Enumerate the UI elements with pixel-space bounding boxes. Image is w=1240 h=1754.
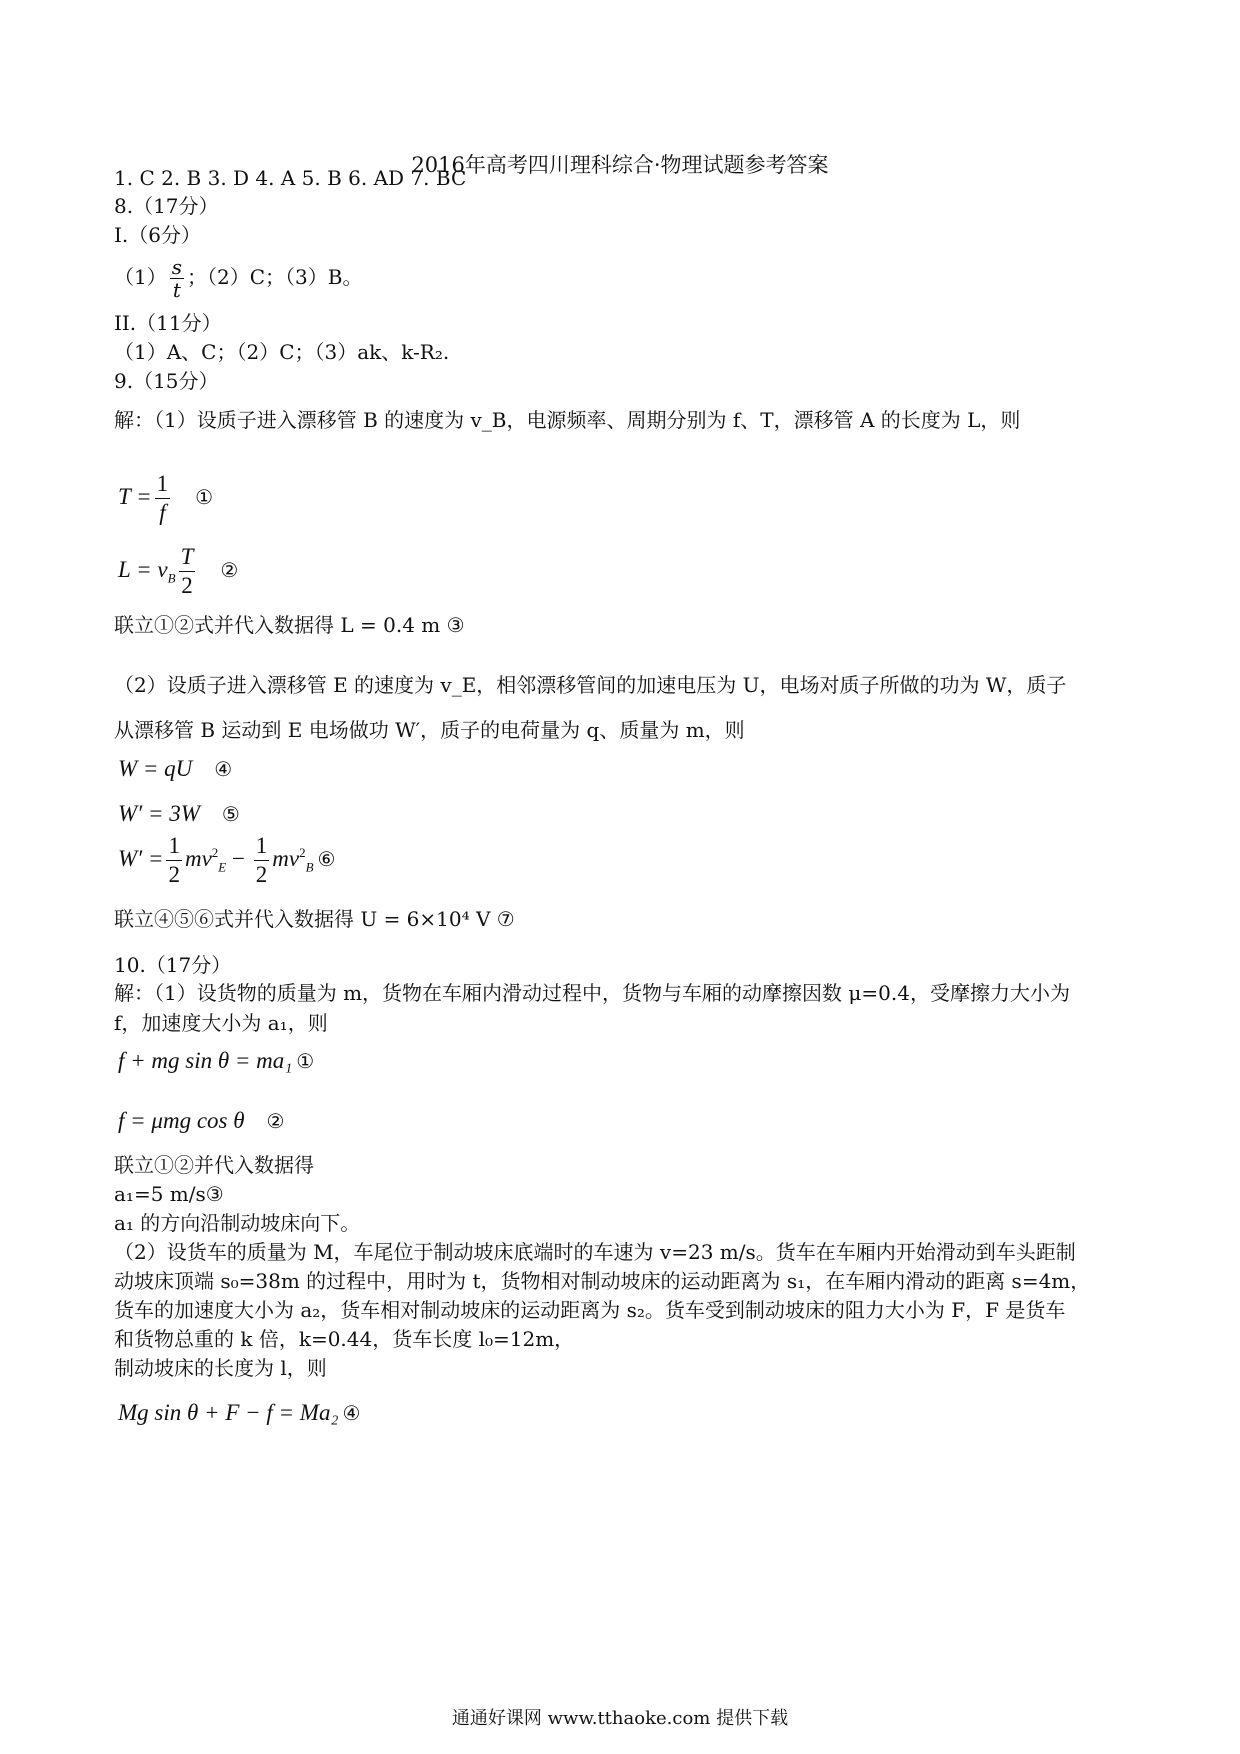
q8-part1-answer bbox=[114, 256, 362, 301]
q9-eq5-mark: ⑤ bbox=[221, 802, 240, 826]
q10-part2-line2: 动坡床顶端 s₀=38m 的过程中，用时为 t，货物相对制动坡床的运动距离为 s₁，在车厢内滑动的距离 s=4m， bbox=[114, 1269, 1091, 1293]
q10-combine: 联立①②并代入数据得 bbox=[114, 1153, 314, 1177]
q9-eq4 bbox=[118, 756, 232, 782]
q8-fraction-den: t bbox=[172, 278, 181, 302]
q10-part2-line5: 制动坡床的长度为 l，则 bbox=[114, 1356, 327, 1380]
q10-eq2 bbox=[118, 1108, 284, 1134]
q10-header: 10.（17分） bbox=[114, 953, 232, 977]
q9-eq2-sub: B bbox=[167, 570, 176, 586]
q10-eq4-mark: ④ bbox=[342, 1401, 361, 1425]
q9-eq1-den: f bbox=[159, 500, 166, 525]
q10-part2-line3: 货车的加速度大小为 a₂，货车相对制动坡床的运动距离为 s₂。货车受到制动坡床的阻力大小为 F，F 是货车 bbox=[114, 1298, 1066, 1322]
q9-eq1 bbox=[118, 470, 213, 527]
q9-eq5 bbox=[118, 801, 240, 827]
q10-part2-line1: （2）设货车的质量为 M，车尾位于制动坡床底端时的车速为 v=23 m/s。货车在车厢内开始滑动到车头距制 bbox=[114, 1240, 1076, 1264]
q9-eq4-mark: ④ bbox=[214, 757, 233, 781]
q8-part2-answer: （1）A、C；（2）C；（3）ak、k-R₂. bbox=[114, 340, 450, 364]
q10-eq4-text: Mg sin θ + F − f = Ma₂ bbox=[118, 1400, 339, 1425]
q9-eq6-frac1-den: 2 bbox=[168, 862, 180, 887]
page-title: 2016年高考四川理科综合·物理试题参考答案 bbox=[411, 153, 829, 177]
q9-eq1-num: 1 bbox=[155, 470, 171, 499]
q8-fraction-num: s bbox=[171, 255, 182, 279]
q10-a1-direction: a₁ 的方向沿制动坡床向下。 bbox=[114, 1211, 361, 1235]
q9-header: 9.（15分） bbox=[114, 369, 219, 393]
q9-eq6: W′ = $\frac{1}{2}$ $mv^2_E$ − $\frac{1}{2}$ $mv^2_B$ ⑥ bbox=[118, 833, 336, 887]
q8-part1-prefix: （1） bbox=[114, 265, 167, 289]
q10-intro2: f，加速度大小为 a₁，则 bbox=[114, 1011, 328, 1035]
q9-eq6-mark: ⑥ bbox=[317, 846, 336, 871]
q9-eq6-lhs: W′ = bbox=[118, 845, 164, 871]
footer-credit: 通通好课网 www.tthaoke.com 提供下载 bbox=[451, 1708, 789, 1729]
q10-eq1 bbox=[118, 1048, 314, 1074]
q9-part2-line1: （2）设质子进入漂移管 E 的速度为 v_E，相邻漂移管间的加速电压为 U，电场对质子所做的功为 W，质子 bbox=[114, 673, 1067, 697]
q9-eq2 bbox=[118, 543, 238, 600]
q9-intro: 解：（1）设质子进入漂移管 B 的速度为 v_B，电源频率、周期分别为 f、T，漂移管 A 的长度为 L，则 bbox=[114, 408, 1021, 432]
q8-part1-header: I.（6分） bbox=[114, 223, 201, 247]
q9-eq1-fraction bbox=[155, 470, 171, 527]
q8-part1-suffix: ；（2）C；（3）B。 bbox=[187, 265, 363, 289]
q9-part2-line2: 从漂移管 B 运动到 E 电场做功 W′，质子的电荷量为 q、质量为 m，则 bbox=[114, 718, 745, 742]
q10-eq1-text: f + mg sin θ = ma₁ bbox=[118, 1048, 293, 1073]
choice-answers: 1. C 2. B 3. D 4. A 5. B 6. AD 7. BC bbox=[114, 166, 467, 190]
q10-eq2-mark: ② bbox=[266, 1109, 285, 1133]
q8-header: 8.（17分） bbox=[114, 194, 219, 218]
q9-result2: 联立④⑤⑥式并代入数据得 U = 6×10⁴ V ⑦ bbox=[114, 907, 515, 931]
q10-part2-line4: 和货物总重的 k 倍，k=0.44，货车长度 l₀=12m， bbox=[114, 1327, 575, 1351]
q9-eq2-mark: ② bbox=[220, 557, 239, 582]
q8-part2-header: II.（11分） bbox=[114, 311, 222, 335]
q9-eq6-frac2-num: 1 bbox=[254, 832, 270, 861]
q9-eq2-den: 2 bbox=[181, 573, 193, 598]
q9-eq6-frac2 bbox=[254, 832, 270, 889]
q9-result1: 联立①②式并代入数据得 L = 0.4 m ③ bbox=[114, 613, 465, 637]
q10-a1-value: a₁=5 m/s③ bbox=[114, 1182, 224, 1206]
q10-eq4 bbox=[118, 1400, 360, 1426]
q9-eq6-frac1 bbox=[166, 832, 182, 889]
q9-eq6-frac1-num: 1 bbox=[166, 832, 182, 861]
q9-eq2-lhs: L = v bbox=[118, 556, 168, 582]
q8-fraction bbox=[170, 256, 184, 301]
q10-intro1: 解：（1）设货物的质量为 m，货物在车厢内滑动过程中，货物与车厢的动摩擦因数 μ=0.4，受摩擦力大小为 bbox=[114, 981, 1070, 1005]
q9-eq4-text: W = qU bbox=[118, 756, 193, 781]
q10-eq1-mark: ① bbox=[296, 1049, 315, 1073]
q9-eq2-num: T bbox=[179, 543, 196, 572]
q9-eq6-frac2-den: 2 bbox=[255, 862, 268, 887]
q9-eq2-fraction bbox=[179, 543, 196, 600]
q9-eq1-mark: ① bbox=[195, 484, 214, 509]
q9-eq1-lhs: T = bbox=[118, 483, 152, 509]
q9-eq5-text: W′ = 3W bbox=[118, 801, 200, 826]
q10-eq2-text: f = μmg cos θ bbox=[118, 1108, 245, 1133]
